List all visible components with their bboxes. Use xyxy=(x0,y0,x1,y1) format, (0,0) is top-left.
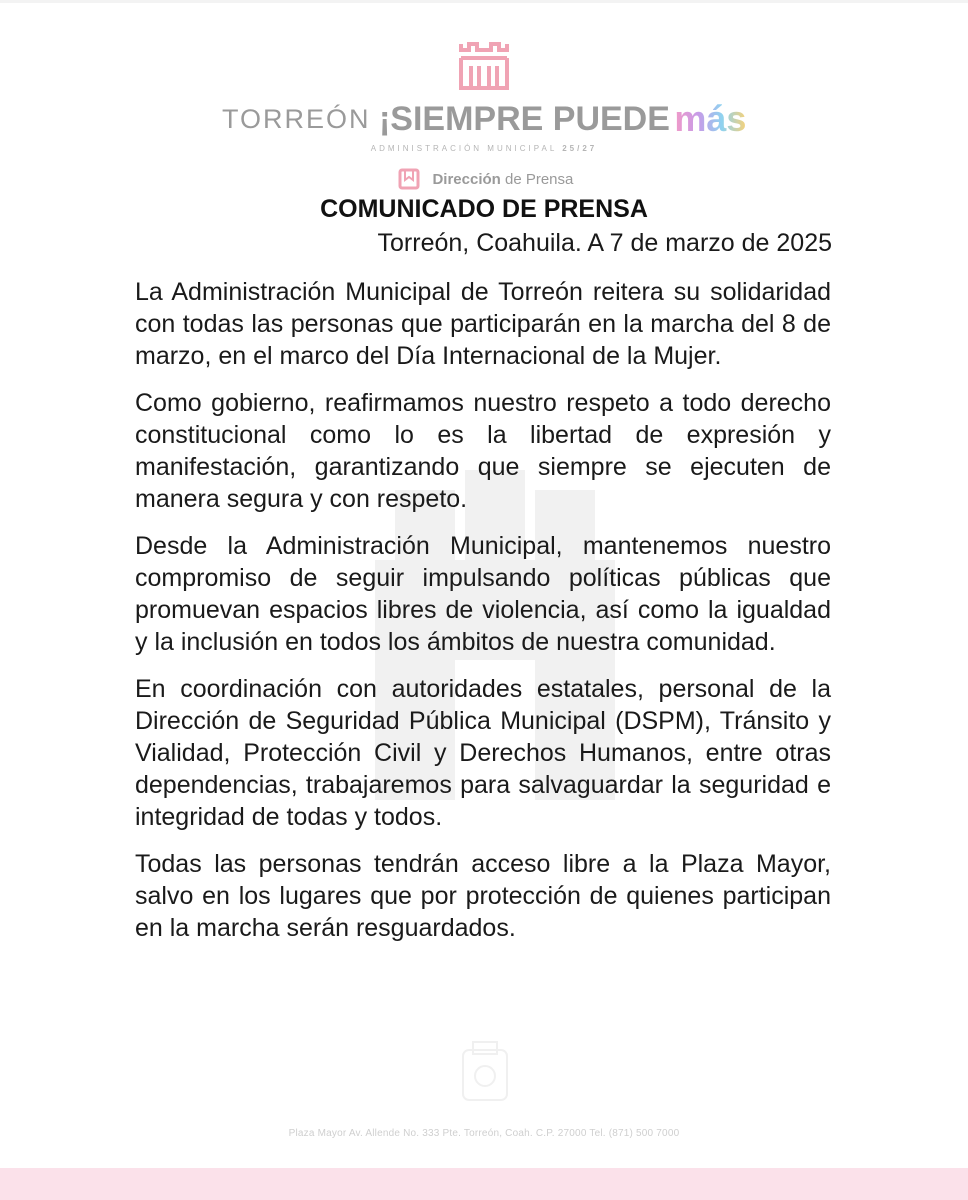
department-suffix: de Prensa xyxy=(504,170,574,188)
department-prefix: Dirección xyxy=(432,170,501,188)
paragraph: Como gobierno, reafirmamos nuestro respeto a todo derecho constitucional como lo es la libertad de expresión y manifestación, garantizando que siempre se ejecuten de manera segura y con respeto. xyxy=(135,389,831,513)
castle-icon xyxy=(455,40,513,92)
department-row xyxy=(398,168,573,190)
paragraph: Desde la Administración Municipal, mantenemos nuestro compromiso de seguir impulsando políticas públicas que promuevan espacios libres de violencia, así como la igualdad y la inclusión en todos los ámbitos de nuestra comunidad. xyxy=(135,532,831,656)
seal-watermark-icon xyxy=(455,1040,515,1110)
document-title: COMUNICADO DE PRENSA xyxy=(320,195,648,223)
bookmark-icon xyxy=(398,168,420,190)
document-body xyxy=(135,276,831,959)
brand-logo xyxy=(222,98,762,148)
paragraph: Todas las personas tendrán acceso libre a la Plaza Mayor, salvo en los lugares que por protección de quienes participan en la marcha serán resguardados. xyxy=(135,850,831,942)
brand-slogan: ¡SIEMPRE PUEDE xyxy=(378,99,670,138)
letterhead xyxy=(0,36,968,196)
bottom-band xyxy=(0,1168,968,1200)
department-label xyxy=(432,171,573,188)
brand-mas: más xyxy=(674,98,747,139)
paragraph: La Administración Municipal de Torreón reitera su solidaridad con todas las personas que participarán en la marcha del 8 de marzo, en el marco del Día Internacional de la Mujer. xyxy=(135,278,831,370)
paragraph: En coordinación con autoridades estatales, personal de la Dirección de Seguridad Pública Municipal (DSPM), Tránsito y Vialidad, Protección Civil y Derechos Humanos, entre otras dependencias, trabajaremos para salvaguardar la seguridad e integridad de todas y todos. xyxy=(135,675,831,831)
admin-years: 25/27 xyxy=(562,144,598,153)
dateline: Torreón, Coahuila. A 7 de marzo de 2025 xyxy=(377,229,832,257)
footer-address: Plaza Mayor Av. Allende No. 333 Pte. Torreón, Coah. C.P. 27000 Tel. (871) 500 7000 xyxy=(288,1128,680,1139)
administration-caption xyxy=(0,144,968,153)
brand-city: TORREÓN xyxy=(222,103,371,134)
admin-label: ADMINISTRACIÓN MUNICIPAL xyxy=(370,144,557,153)
top-edge xyxy=(0,0,968,3)
